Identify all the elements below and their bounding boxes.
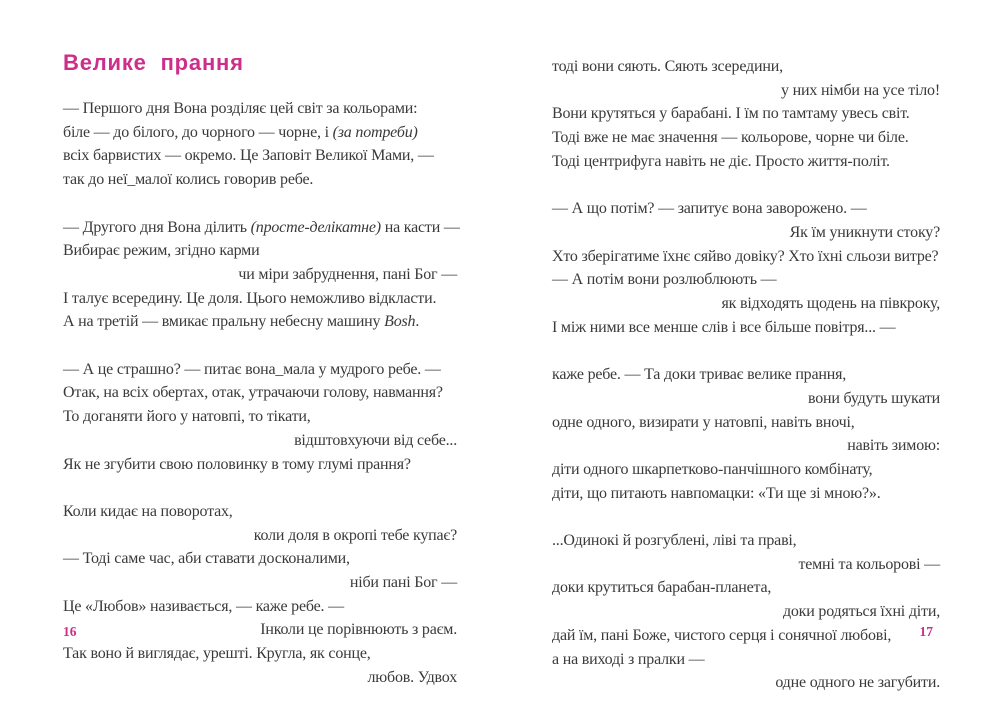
stanza — [552, 197, 940, 339]
poem-line — [552, 482, 940, 506]
poem-line — [552, 529, 940, 553]
poem-line — [63, 168, 457, 192]
poem-italic-segment: Bosh — [384, 313, 416, 331]
poem-text-segment: діти одного шкарпетково-панчішного комбінату, — [552, 460, 873, 478]
poem-line — [63, 429, 457, 453]
poem-line — [552, 292, 940, 316]
stanza — [552, 55, 940, 174]
poem-line — [63, 666, 457, 690]
poem-line — [63, 524, 457, 548]
poem-text-segment: одне одного, визирати у натовпі, навіть вночі, — [552, 413, 855, 431]
poem-text-segment: навіть зимою: — [847, 437, 940, 455]
right-page-text-column — [552, 55, 940, 719]
poem-text-segment: у них німби на усе тіло! — [781, 81, 940, 99]
stanza — [63, 97, 457, 192]
poem-line — [552, 150, 940, 174]
poem-text-segment: чи міри забруднення, пані Бог — — [238, 265, 457, 283]
poem-line — [552, 245, 940, 269]
poem-text-segment: . — [415, 313, 420, 331]
poem-line — [552, 553, 940, 577]
poem-title: Велике прання — [63, 50, 244, 75]
poem-text-segment: Отак, на всіх обертах, отак, утрачаючи голову, навмання? — [63, 384, 443, 402]
stanza — [63, 500, 457, 690]
poem-text-segment: — А що потім? — запитує вона заворожено. — — [552, 200, 867, 218]
poem-text-segment: Вони крутяться у барабані. І їм по тамтаму увесь світ. — [552, 105, 910, 123]
poem-line — [63, 121, 457, 145]
poem-text-segment: доки крутиться барабан-планета, — [552, 579, 772, 597]
poem-text-segment: — Тоді саме час, аби ставати досконалими, — [63, 550, 350, 568]
poem-text-segment: Коли кидає на поворотах, — [63, 502, 233, 520]
poem-line — [63, 595, 457, 619]
poem-italic-segment: (за потреби) — [332, 123, 418, 141]
stanza — [63, 216, 460, 335]
poem-text-segment: темні та кольорові — — [798, 555, 940, 573]
page-number-left: 16 — [63, 624, 77, 639]
poem-text-segment: Так воно й виглядає, урешті. Кругла, як сонце, — [63, 645, 371, 663]
poem-line — [552, 458, 940, 482]
poem-text-segment: Інколи це порівнюють з раєм. — [260, 621, 457, 639]
poem-text-segment: на касти — — [380, 218, 460, 236]
poem-line — [63, 618, 457, 642]
poem-line — [552, 600, 940, 624]
poem-text-segment: — А потім вони розлюблюють — — [552, 271, 777, 289]
stanza — [552, 363, 940, 505]
poem-line — [63, 144, 457, 168]
poem-line — [63, 381, 457, 405]
poem-text-segment: діти, що питають навпомацки: «Ти ще зі мною?». — [552, 484, 881, 502]
poem-line — [552, 434, 940, 458]
poem-text-segment: любов. Удвох — [367, 668, 457, 686]
poem-text-segment: одне одного не загубити. — [775, 674, 940, 692]
stanza — [552, 529, 940, 695]
poem-text-segment: — А це страшно? — питає вона_мала у мудрого ребе. — — [63, 360, 441, 378]
poem-text-segment: Тоді центрифуга навіть не діє. Просто життя-політ. — [552, 152, 890, 170]
poem-text-segment: Тоді вже не має значення — кольорове, чорне чи біле. — [552, 129, 909, 147]
poem-text-segment: Як не згубити свою половинку в тому глумі прання? — [63, 455, 411, 473]
poem-line — [63, 453, 457, 477]
poem-text-segment: тоді вони сяють. Сяють зсередини, — [552, 58, 783, 75]
poem-line — [552, 79, 940, 103]
poem-line — [552, 55, 940, 79]
poem-text-segment: каже ребе. — Та доки триває велике прання, — [552, 366, 847, 384]
poem-text-segment: То доганяти його у натовпі, то тікати, — [63, 408, 311, 426]
left-page-text-column — [63, 97, 460, 713]
poem-text-segment: І талує всередину. Це доля. Цього неможливо відкласти. — [63, 289, 437, 307]
poem-line — [552, 197, 940, 221]
poem-text-segment: ...Одинокі й розгублені, ліві та праві, — [552, 532, 797, 550]
poem-text-segment: — Другого дня Вона ділить — [63, 218, 251, 236]
poem-line — [552, 576, 940, 600]
poem-text-segment: відштовхуючи від себе... — [294, 431, 457, 449]
poem-line — [552, 648, 940, 672]
poem-line — [552, 671, 940, 695]
poem-line — [552, 221, 940, 245]
poem-line — [63, 216, 460, 240]
poem-line — [63, 97, 457, 121]
poem-text-segment: а на виході з пралки — — [552, 650, 705, 668]
poem-line — [552, 268, 940, 292]
poem-text-segment: всіх барвистих — окремо. Це Заповіт Великої Мами, — — [63, 147, 434, 165]
poem-line — [63, 571, 457, 595]
poem-text-segment: коли доля в окропі тебе купає? — [253, 526, 457, 544]
poem-line — [63, 239, 457, 263]
poem-line — [63, 405, 457, 429]
poem-text-segment: — Першого дня Вона розділяє цей світ за кольорами: — [63, 100, 418, 117]
poem-text-segment: Вибирає режим, згідно карми — [63, 242, 260, 260]
poem-line — [63, 310, 457, 334]
poem-text-segment: Це «Любов» називається, — каже ребе. — — [63, 597, 344, 615]
poem-text-segment: Як їм уникнути стоку? — [789, 223, 940, 241]
poem-line — [63, 642, 457, 666]
poem-line — [552, 387, 940, 411]
poem-line — [552, 363, 940, 387]
poem-text-segment: А на третій — вмикає пральну небесну машину — [63, 313, 385, 331]
poem-line — [552, 411, 940, 435]
poem-line — [552, 102, 940, 126]
poem-text-segment: як відходять щодень на півкроку, — [721, 295, 940, 313]
poem-text-segment: біле — до білого, до чорного — чорне, і — [63, 123, 333, 141]
poem-line — [552, 316, 940, 340]
poem-line — [552, 624, 940, 648]
poem-text-segment: доки родяться їхні діти, — [782, 603, 940, 621]
poem-line — [63, 500, 457, 524]
poem-text-segment: Хто зберігатиме їхнє сяйво довіку? Хто їхні сльози витре? — [552, 247, 939, 265]
poem-text-segment: ніби пані Бог — — [349, 574, 457, 592]
poem-line — [552, 126, 940, 150]
poem-line — [63, 263, 457, 287]
poem-italic-segment: (просте-делікатне) — [250, 218, 381, 236]
poem-text-segment: дай їм, пані Боже, чистого серця і сонячної любові, — [552, 626, 892, 644]
poem-text-segment: так до неї_малої колись говорив ребе. — [63, 171, 314, 189]
poem-line — [63, 358, 457, 382]
poem-text-segment: І між ними все менше слів і все більше повітря... — — [552, 318, 896, 336]
stanza — [63, 358, 457, 477]
poem-line — [63, 547, 457, 571]
page-number-right: 17 — [919, 624, 933, 639]
poem-line — [63, 287, 457, 311]
poem-text-segment: вони будуть шукати — [807, 389, 940, 407]
